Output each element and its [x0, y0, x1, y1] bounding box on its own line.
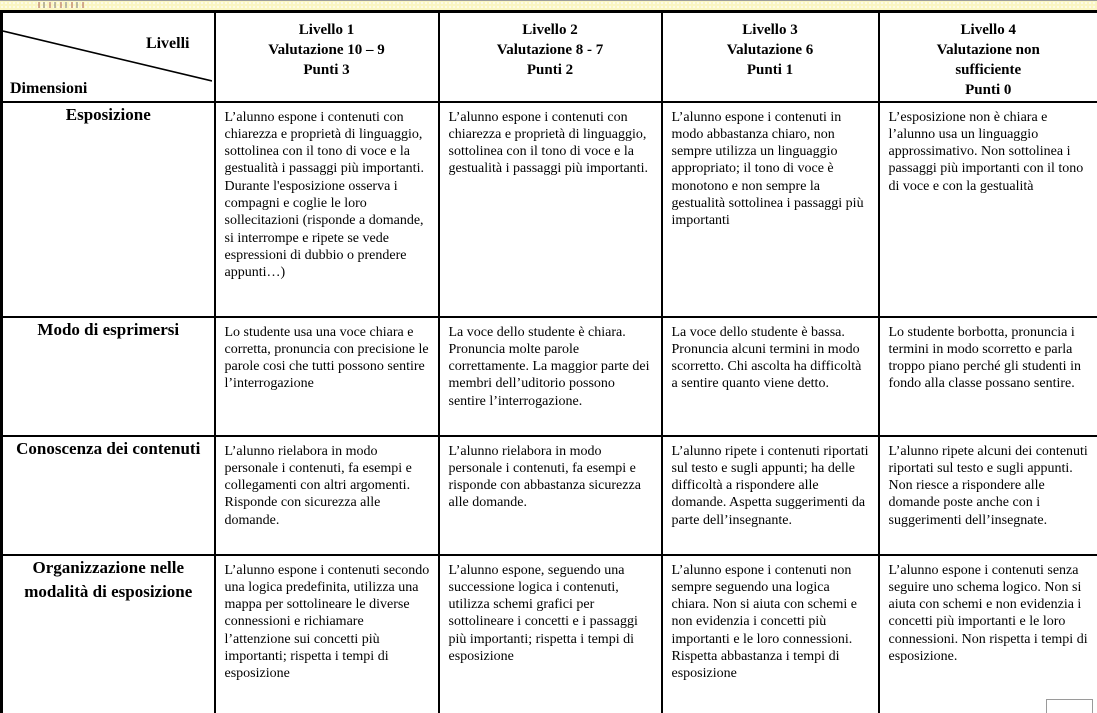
cell-esposizione-livello-2: L’alunno espone i contenuti con chiarezza e proprietà di linguaggio, sottolinea con il tono di voce e la gestualità i passaggi più importanti.	[439, 102, 662, 317]
cell-conoscenza-livello-2: L’alunno rielabora in modo personale i contenuti, fa esempi e risponde con abbastanza sicurezza alle domande.	[439, 436, 662, 555]
cell-modo-livello-3: La voce dello studente è bassa. Pronuncia alcuni termini in modo scorretto. Chi ascolta ha difficoltà a sentire quanto viene detto.	[662, 317, 879, 436]
cell-organizzazione-livello-1: L’alunno espone i contenuti secondo una logica predefinita, utilizza una mappa per sottolineare le diverse connessioni e richiamare l’attenzione sui concetti più importanti; rispetta i tempi di esposizione	[215, 555, 439, 713]
row-label-conoscenza-dei-contenuti: Conoscenza dei contenuti	[2, 436, 215, 555]
clipped-highlight-strip	[0, 0, 1097, 10]
clipped-bottom-box	[1046, 699, 1093, 713]
cell-conoscenza-livello-4: L’alunno ripete alcuni dei contenuti riportati sul testo e sugli appunti. Non riesce a rispondere alle domande poste anche con i suggerimenti dell’insegnate.	[879, 436, 1097, 555]
cell-modo-livello-2: La voce dello studente è chiara. Pronuncia molte parole correttamente. La maggior parte dei membri dell’uditorio possono sentire l’interrogazione.	[439, 317, 662, 436]
row-label-organizzazione: Organizzazione nelle modalità di esposizione	[2, 555, 215, 713]
table-row-esposizione	[2, 102, 1097, 317]
cell-organizzazione-livello-3: L’alunno espone i contenuti non sempre seguendo una logica chiara. Non si aiuta con schemi e non evidenzia i concetti più importanti e le loro connessioni. Rispetta abbastanza i tempi di esposizione	[662, 555, 879, 713]
corner-label-livelli: Livelli	[145, 35, 190, 52]
cell-modo-livello-4: Lo studente borbotta, pronuncia i termini in modo scorretto e parla troppo piano perché gli studenti in fondo alla classe possano sentire.	[879, 317, 1097, 436]
clipped-text-marks	[38, 2, 86, 8]
column-header-livello-3: Livello 3 Valutazione 6 Punti 1	[662, 12, 879, 102]
corner-cell	[2, 12, 215, 102]
evaluation-rubric-table	[0, 10, 1097, 713]
cell-organizzazione-livello-4: L’alunno espone i contenuti senza seguire uno schema logico. Non si aiuta con schemi e non evidenzia i concetti più importanti e le loro connessioni. Non rispetta i tempi di esposizione.	[879, 555, 1097, 713]
cell-esposizione-livello-4: L’esposizione non è chiara e l’alunno usa un linguaggio approssimativo. Non sottolinea i passaggi più importanti con il tono di voce e con la gestualità	[879, 102, 1097, 317]
column-header-livello-2: Livello 2 Valutazione 8 - 7 Punti 2	[439, 12, 662, 102]
row-label-modo-di-esprimersi: Modo di esprimersi	[2, 317, 215, 436]
column-header-livello-1: Livello 1 Valutazione 10 – 9 Punti 3	[215, 12, 439, 102]
cell-esposizione-livello-1: L’alunno espone i contenuti con chiarezza e proprietà di linguaggio, sottolinea con il tono di voce e la gestualità i passaggi più importanti. Durante l'esposizione osserva i compagni e coglie le loro sollecitazioni (risponde a domande, si interrompe e ripete se vede espressioni di dubbio o prendere appunti…)	[215, 102, 439, 317]
table-row-organizzazione	[2, 555, 1097, 713]
row-label-esposizione: Esposizione	[2, 102, 215, 317]
column-header-livello-4: Livello 4 Valutazione non sufficiente Punti 0	[879, 12, 1097, 102]
cell-organizzazione-livello-2: L’alunno espone, seguendo una successione logica i contenuti, utilizza schemi grafici per sottolineare i concetti e i passaggi più importanti; rispetta i tempi di esposizione	[439, 555, 662, 713]
cell-modo-livello-1: Lo studente usa una voce chiara e corretta, pronuncia con precisione le parole cosi che tutti possono sentire l’interrogazione	[215, 317, 439, 436]
cell-conoscenza-livello-1: L’alunno rielabora in modo personale i contenuti, fa esempi e collegamenti con altri argomenti. Risponde con sicurezza alle domande.	[215, 436, 439, 555]
cell-conoscenza-livello-3: L’alunno ripete i contenuti riportati sul testo e sugli appunti; ha delle difficoltà a rispondere alle domande. Aspetta suggerimenti da parte dell’insegnante.	[662, 436, 879, 555]
table-row-conoscenza-dei-contenuti	[2, 436, 1097, 555]
header-row	[2, 12, 1097, 102]
table-row-modo-di-esprimersi	[2, 317, 1097, 436]
corner-label-dimensioni: Dimensioni	[10, 79, 88, 97]
cell-esposizione-livello-3: L’alunno espone i contenuti in modo abbastanza chiaro, non sempre utilizza un linguaggio appropriato; il tono di voce è monotono e non sempre la gestualità sottolinea i passaggi più importanti	[662, 102, 879, 317]
